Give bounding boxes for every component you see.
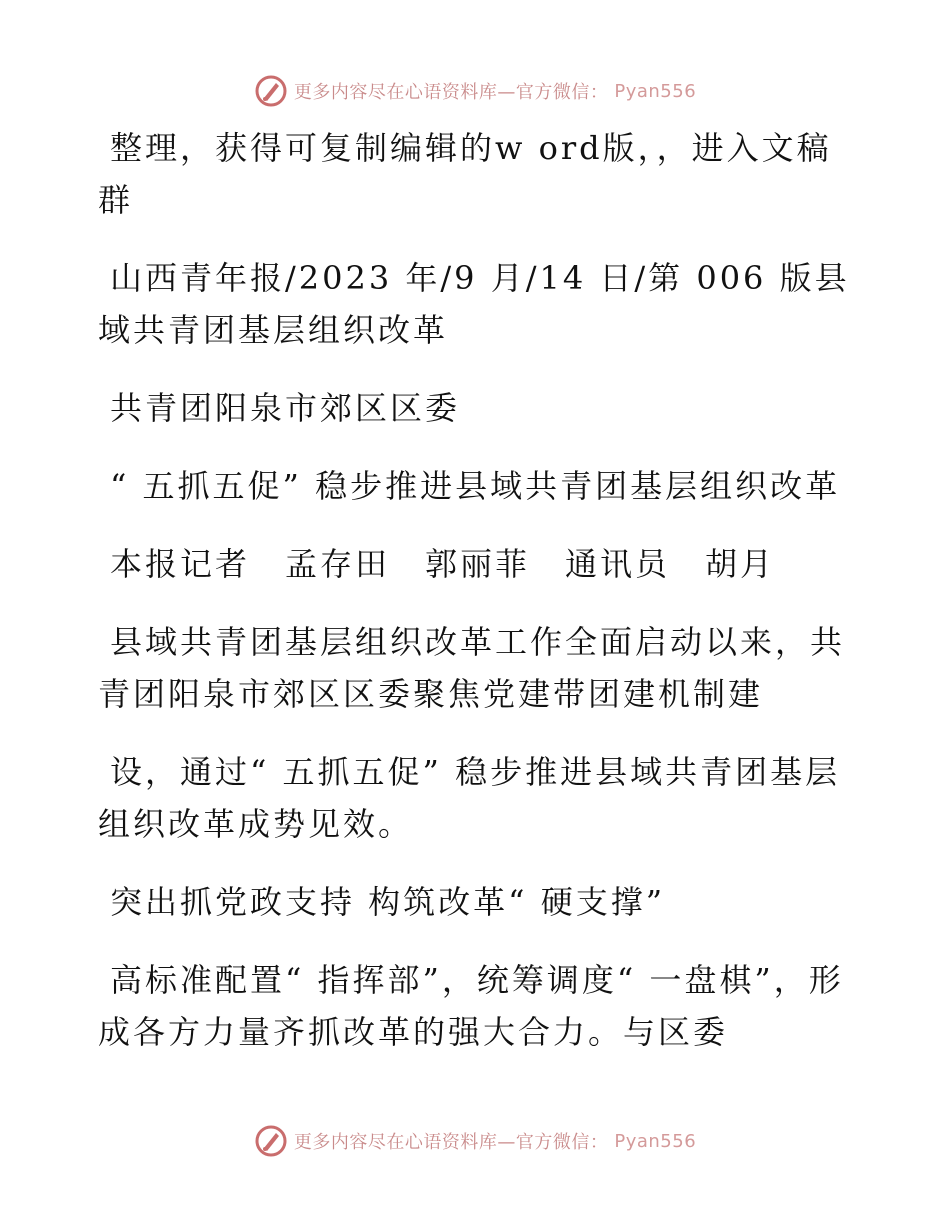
paragraph-body-2: 设，通过“ 五抓五促” 稳步推进县域共青团基层组织改革成势见效。 [98, 753, 841, 843]
paragraph-org: 共青团阳泉市郊区区委 [110, 389, 461, 427]
watermark-text: 更多内容尽在心语资料库—官方微信： [293, 82, 609, 103]
pen-logo-icon [254, 1124, 288, 1158]
paragraph-body-1: 县域共青团基层组织改革工作全面启动以来，共青团阳泉市郊区区委聚焦党建带团建机制建 [98, 623, 846, 713]
header-watermark [0, 74, 950, 108]
pen-logo-icon [254, 74, 288, 108]
paragraph-intro: 整理，获得可复制编辑的w ord版，，进入文稿群 [98, 129, 832, 219]
footer-watermark [0, 1124, 950, 1158]
article-title: “ 五抓五促” 稳步推进县域共青团基层组织改革 [110, 467, 841, 505]
paragraph-source: 山西青年报/2023 年/9 月/14 日/第 006 版县域共青团基层组织改革 [98, 259, 850, 349]
watermark-text: 更多内容尽在心语资料库—官方微信： [293, 1132, 609, 1153]
article-byline: 本报记者 孟存田 郭丽菲 通讯员 胡月 [110, 545, 776, 583]
paragraph-body-3: 高标准配置“ 指挥部”，统筹调度“ 一盘棋”，形成各方力量齐抓改革的强大合力。与区委 [98, 961, 844, 1051]
watermark-wechat-id: Pyan556 [614, 80, 697, 102]
section-heading: 突出抓党政支持 构筑改革“ 硬支撑” [110, 883, 666, 921]
watermark-wechat-id: Pyan556 [614, 1130, 697, 1152]
document-body [98, 122, 858, 1084]
